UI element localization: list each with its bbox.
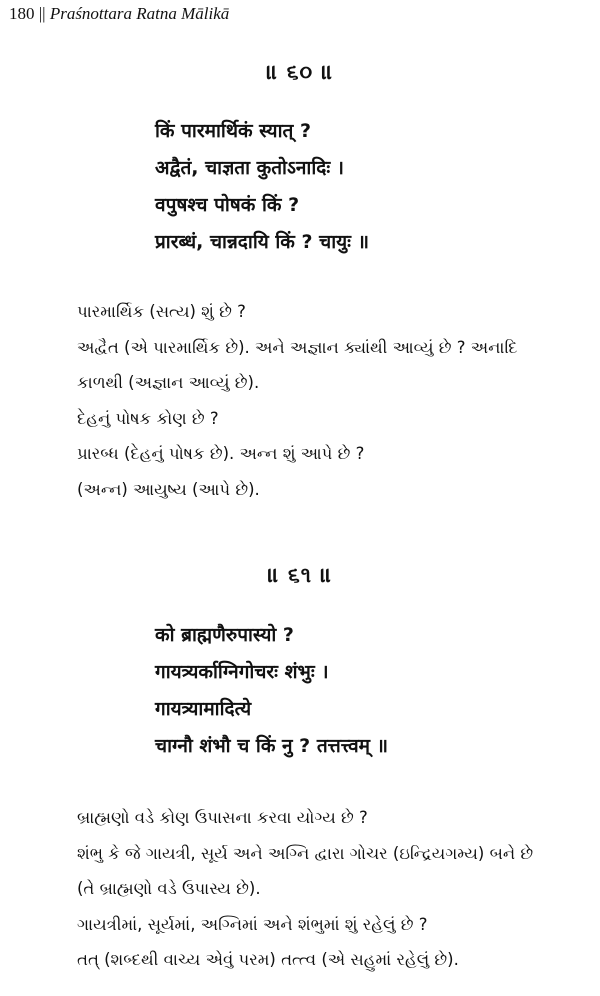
gujarati-line: તત્ (શબ્દથી વાચ્ય એવું પરમ) તત્ત્વ (એ સહુમાં રહેલું છે). xyxy=(77,950,459,970)
book-title: Praśnottara Ratna Mālikā xyxy=(49,4,230,23)
sanskrit-verse-60 xyxy=(155,113,369,261)
gujarati-line: પ્રારબ્ધ (દેહનું પોષક છે). અન્ન શું આપે છે ? xyxy=(77,444,365,464)
page-header xyxy=(9,4,229,24)
gujarati-line: દેહનું પોષક કોણ છે ? xyxy=(77,408,219,428)
sanskrit-line: चाग्नौ शंभौ च किं नु ? तत्तत्त्वम् ॥ xyxy=(155,735,389,757)
sanskrit-line: गायत्र्यर्काग्निगोचरः शंभुः । xyxy=(155,661,329,683)
sanskrit-line: अद्वैतं, चाज्ञता कुतोऽनादिः । xyxy=(155,157,344,179)
sanskrit-line: प्रारब्धं, चान्नदायि किं ? चायुः ॥ xyxy=(155,231,369,253)
gujarati-line: શંભુ કે જે ગાયત્રી, સૂર્ય અને અગ્નિ દ્વારા ગોચર (ઇન્દ્રિયગમ્ય) બને છે xyxy=(77,843,534,863)
verse-number-60: ॥ ૬૦ ॥ xyxy=(266,60,334,84)
gujarati-line: કાળથી (અજ્ઞાન આવ્યું છે). xyxy=(77,373,260,393)
gujarati-translation-60 xyxy=(77,294,517,508)
gujarati-line: બ્રાહ્મણો વડે કોણ ઉપાસના કરવા યોગ્ય છે ? xyxy=(77,808,368,827)
gujarati-line: અદ્વૈત (એ પારમાર્થિક છે). અને અજ્ઞાન ક્યાંથી આવ્યું છે ? અનાદિ xyxy=(77,337,518,357)
page-number: 180 || xyxy=(9,4,46,23)
gujarati-line: ગાયત્રીમાં, સૂર્યમાં, અગ્નિમાં અને શંભુમાં શું રહેલું છે ? xyxy=(77,914,428,934)
gujarati-line: પારમાર્થિક (સત્ય) શું છે ? xyxy=(77,302,246,321)
sanskrit-verse-61 xyxy=(155,617,388,765)
sanskrit-line: को ब्राह्मणैरुपास्यो ? xyxy=(155,624,294,646)
gujarati-line: (અન્ન) આયુષ્ય (આપે છે). xyxy=(77,479,260,499)
sanskrit-line: किं पारमार्थिकं स्यात् ? xyxy=(155,120,311,142)
sanskrit-line: वपुषश्च पोषकं किं ? xyxy=(155,194,300,216)
gujarati-translation-61 xyxy=(77,800,533,978)
sanskrit-line: गायत्र्यामादित्ये xyxy=(155,698,252,720)
gujarati-line: (તે બ્રાહ્મણો વડે ઉપાસ્ય છે). xyxy=(77,879,261,899)
verse-number-61: ॥ ૬૧ ॥ xyxy=(267,563,333,587)
